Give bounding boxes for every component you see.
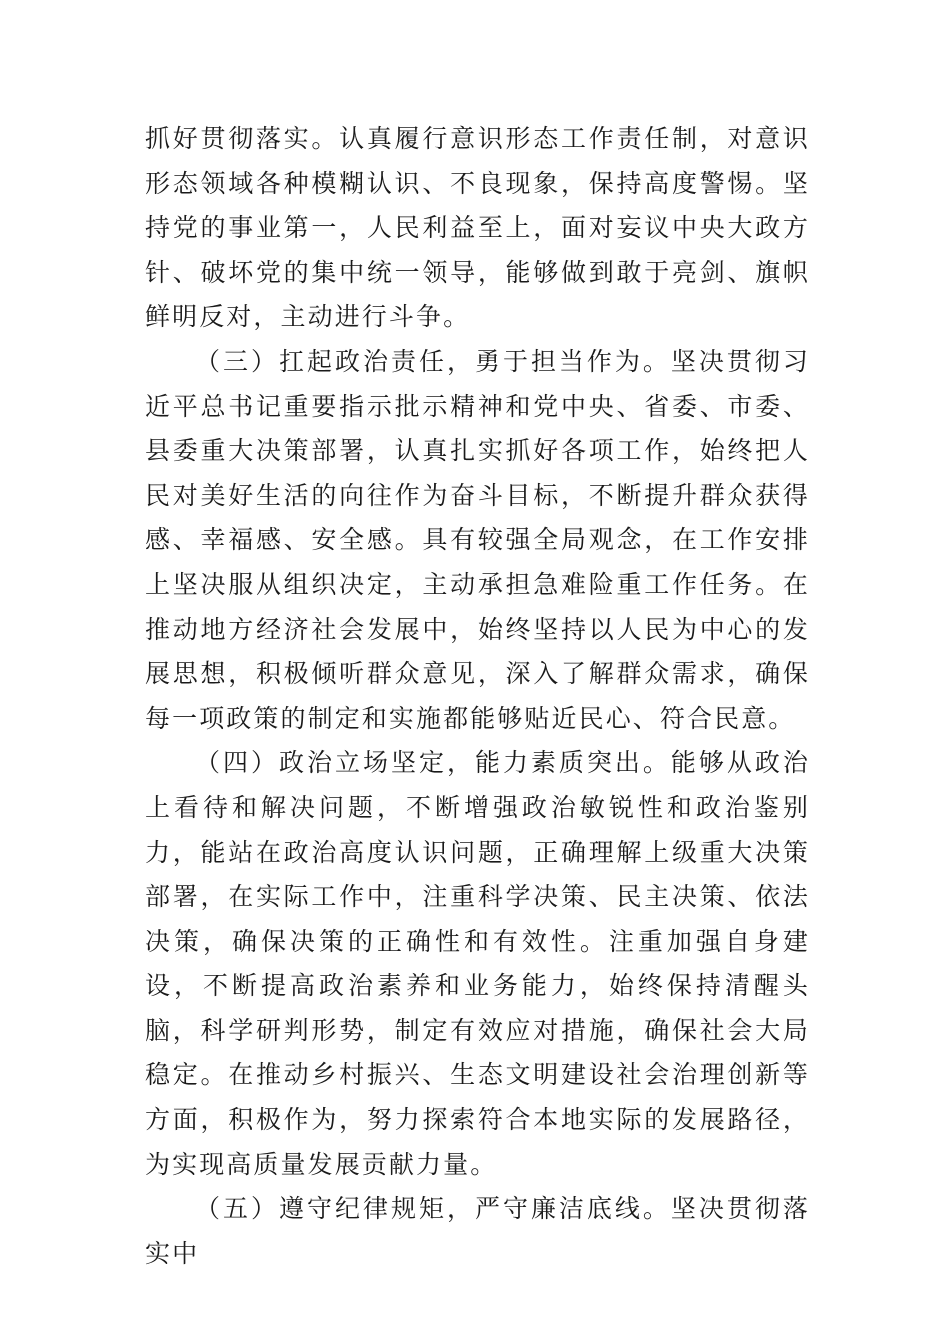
paragraph-continuation: 抓好贯彻落实。认真履行意识形态工作责任制，对意识形态领域各种模糊认识、不良现象，保持高度警惕。坚持党的事业第一，人民利益至上，面对妄议中央大政方针、破坏党的集中统一领导，能够做到敢于亮剑、旗帜鲜明反对，主动进行斗争。	[145, 124, 810, 332]
paragraph-section-three: （三）扛起政治责任，勇于担当作为。坚决贯彻习近平总书记重要指示批示精神和党中央、省委、市委、县委重大决策部署，认真扎实抓好各项工作，始终把人民对美好生活的向往作为奋斗目标，不断提升群众获得感、幸福感、安全感。具有较强全局观念，在工作安排上坚决服从组织决定，主动承担急难险重工作任务。在推动地方经济社会发展中，始终坚持以人民为中心的发展思想，积极倾听群众意见，深入了解群众需求，确保每一项政策的制定和实施都能够贴近民心、符合民意。	[145, 346, 810, 733]
paragraph-section-five: （五）遵守纪律规矩，严守廉洁底线。坚决贯彻落实中	[145, 1194, 810, 1268]
document-body	[145, 117, 810, 1276]
paragraph-section-four: （四）政治立场坚定，能力素质突出。能够从政治上看待和解决问题，不断增强政治敏锐性和政治鉴别力，能站在政治高度认识问题，正确理解上级重大决策部署，在实际工作中，注重科学决策、民主决策、依法决策，确保决策的正确性和有效性。注重加强自身建设，不断提高政治素养和业务能力，始终保持清醒头脑，科学研判形势，制定有效应对措施，确保社会大局稳定。在推动乡村振兴、生态文明建设社会治理创新等方面，积极作为，努力探索符合本地实际的发展路径，为实现高质量发展贡献力量。	[145, 748, 810, 1179]
